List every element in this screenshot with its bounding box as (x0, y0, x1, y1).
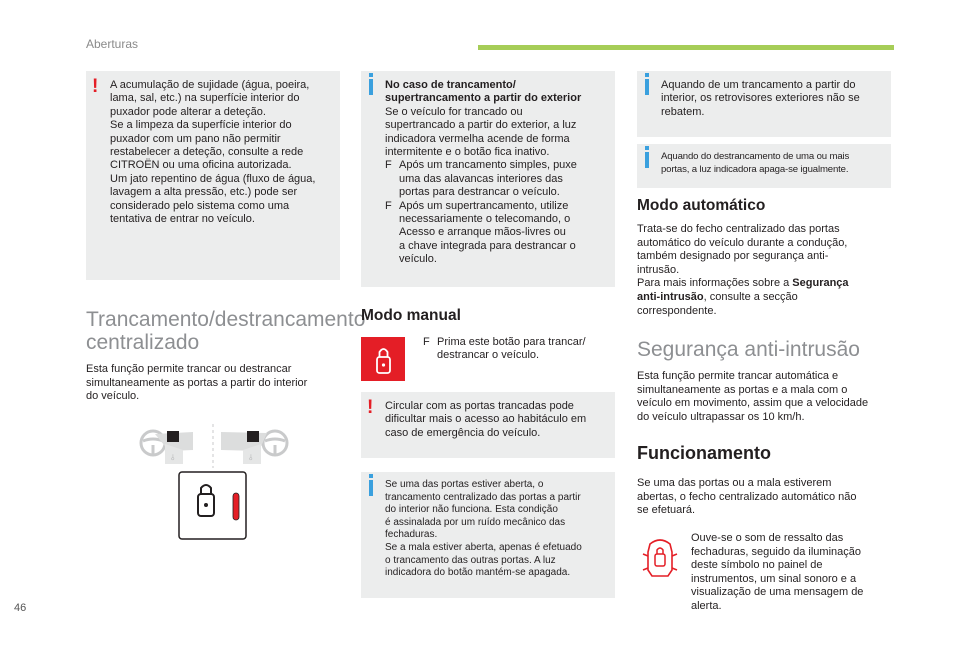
info-icon (369, 79, 373, 95)
info-icon (645, 152, 649, 168)
anti-intrusion-text: Esta função permite trancar automática e simultaneamente as portas e a mala com o veículo em movimento, assim que a velocidade do veículo ultrapassar os 10 km/h. (637, 370, 869, 423)
section-label: Aberturas (86, 37, 139, 51)
car-lock-icon (640, 532, 680, 582)
manual-mode-title: Modo manual (361, 307, 461, 324)
steering-wheel-icon (263, 431, 287, 455)
section-title-central-locking: Trancamento/destrancamento centralizado (86, 308, 366, 354)
central-locking-illustration (135, 420, 300, 545)
operation-text: Se uma das portas ou a mala estiverem abertas, o fecho centralizado automático não se efetuará. (637, 477, 857, 517)
section-accent-bar (478, 45, 894, 50)
warning-icon: ! (367, 397, 374, 418)
lock-icon (361, 337, 405, 381)
warning-text: A acumulação de sujidade (água, poeira, lama, sal, etc.) na superfície interior do puxador pode alterar a deteção. Se a limpeza da superfície interior do puxador com um pano não permitir restabelecer a deteção, consulte a rede CITROËN ou uma oficina autorizada. Um jato repentino de água (fluxo de água, lavagem a alta pressão, etc.) pode ser considerado pelo sistema como uma tentativa de entrar no veículo. (110, 79, 316, 226)
info-text: No caso de trancamento/ supertrancamento a partir do exterior Se o veículo for trancado ou supertrancado a partir do exterior, a luz indicadora vermelha acende de forma intermitente e o botão fica inativo. F Após um trancamento simples, puxe uma das alavancas interiores das portas para destrancar o veículo. F Após um supertrancamento, utilize necessariamente o telecomando, o Acesso e arranque mãos-livres ou a chave integrada para destrancar o veículo. (385, 79, 582, 266)
warning-box-emergency (361, 392, 615, 458)
manual-mode-text: F Prima este botão para trancar/ destrancar o veículo. (423, 336, 586, 362)
info-mirrors-text: Aquando de um trancamento a partir do interior, os retrovisores exteriores não se rebatem. (661, 79, 860, 118)
warning-box-dirt (86, 71, 340, 280)
info-icon (645, 79, 649, 95)
central-locking-intro: Esta função permite trancar ou destrancar simultaneamente as portas a partir do interior do veículo. (86, 363, 308, 403)
page-number: 46 (14, 602, 27, 614)
svg-text:⫰: ⫰ (171, 453, 175, 462)
automatic-mode-title: Modo automático (637, 197, 766, 214)
anti-intrusion-title: Segurança anti-intrusão (637, 338, 860, 361)
svg-text:⫰: ⫰ (249, 453, 253, 462)
info-icon (369, 480, 373, 496)
info2-text: Se uma das portas estiver aberta, o trancamento centralizado das portas a partir do interior não funciona. Esta condição é assinalada por um ruído mecânico das fechaduras. Se a mala estiver aberta, apenas é efetuado o trancamento das outras portas. A luz indicadora do botão mantém-se apagada. (385, 479, 582, 579)
info-box-exterior-locking (361, 71, 615, 287)
automatic-mode-text: Trata-se do fecho centralizado das portas automático do veículo durante a condução, também designado por segurança anti- intrusão. Para mais informações sobre a Segurança anti-intrusão, consulte a secção correspondente. (637, 223, 849, 317)
operation-alert-text: Ouve-se o som de ressalto das fechaduras, seguido da iluminação deste símbolo no painel de instrumentos, um sinal sonoro e a visualização de uma mensagem de alerta. (691, 532, 864, 612)
lock-button-icon (361, 337, 405, 381)
info-unlocking-text: Aquando do destrancamento de uma ou mais portas, a luz indicadora apaga-se igualmente. (661, 151, 850, 175)
warning-icon: ! (92, 76, 99, 97)
info-box-unlocking (637, 144, 891, 188)
info-box-mirrors (637, 71, 891, 137)
info-box-door-open (361, 472, 615, 598)
warning2-text: Circular com as portas trancadas pode dificultar mais o acesso ao habitáculo em caso de emergência do veículo. (385, 400, 587, 439)
operation-title: Funcionamento (637, 443, 771, 463)
